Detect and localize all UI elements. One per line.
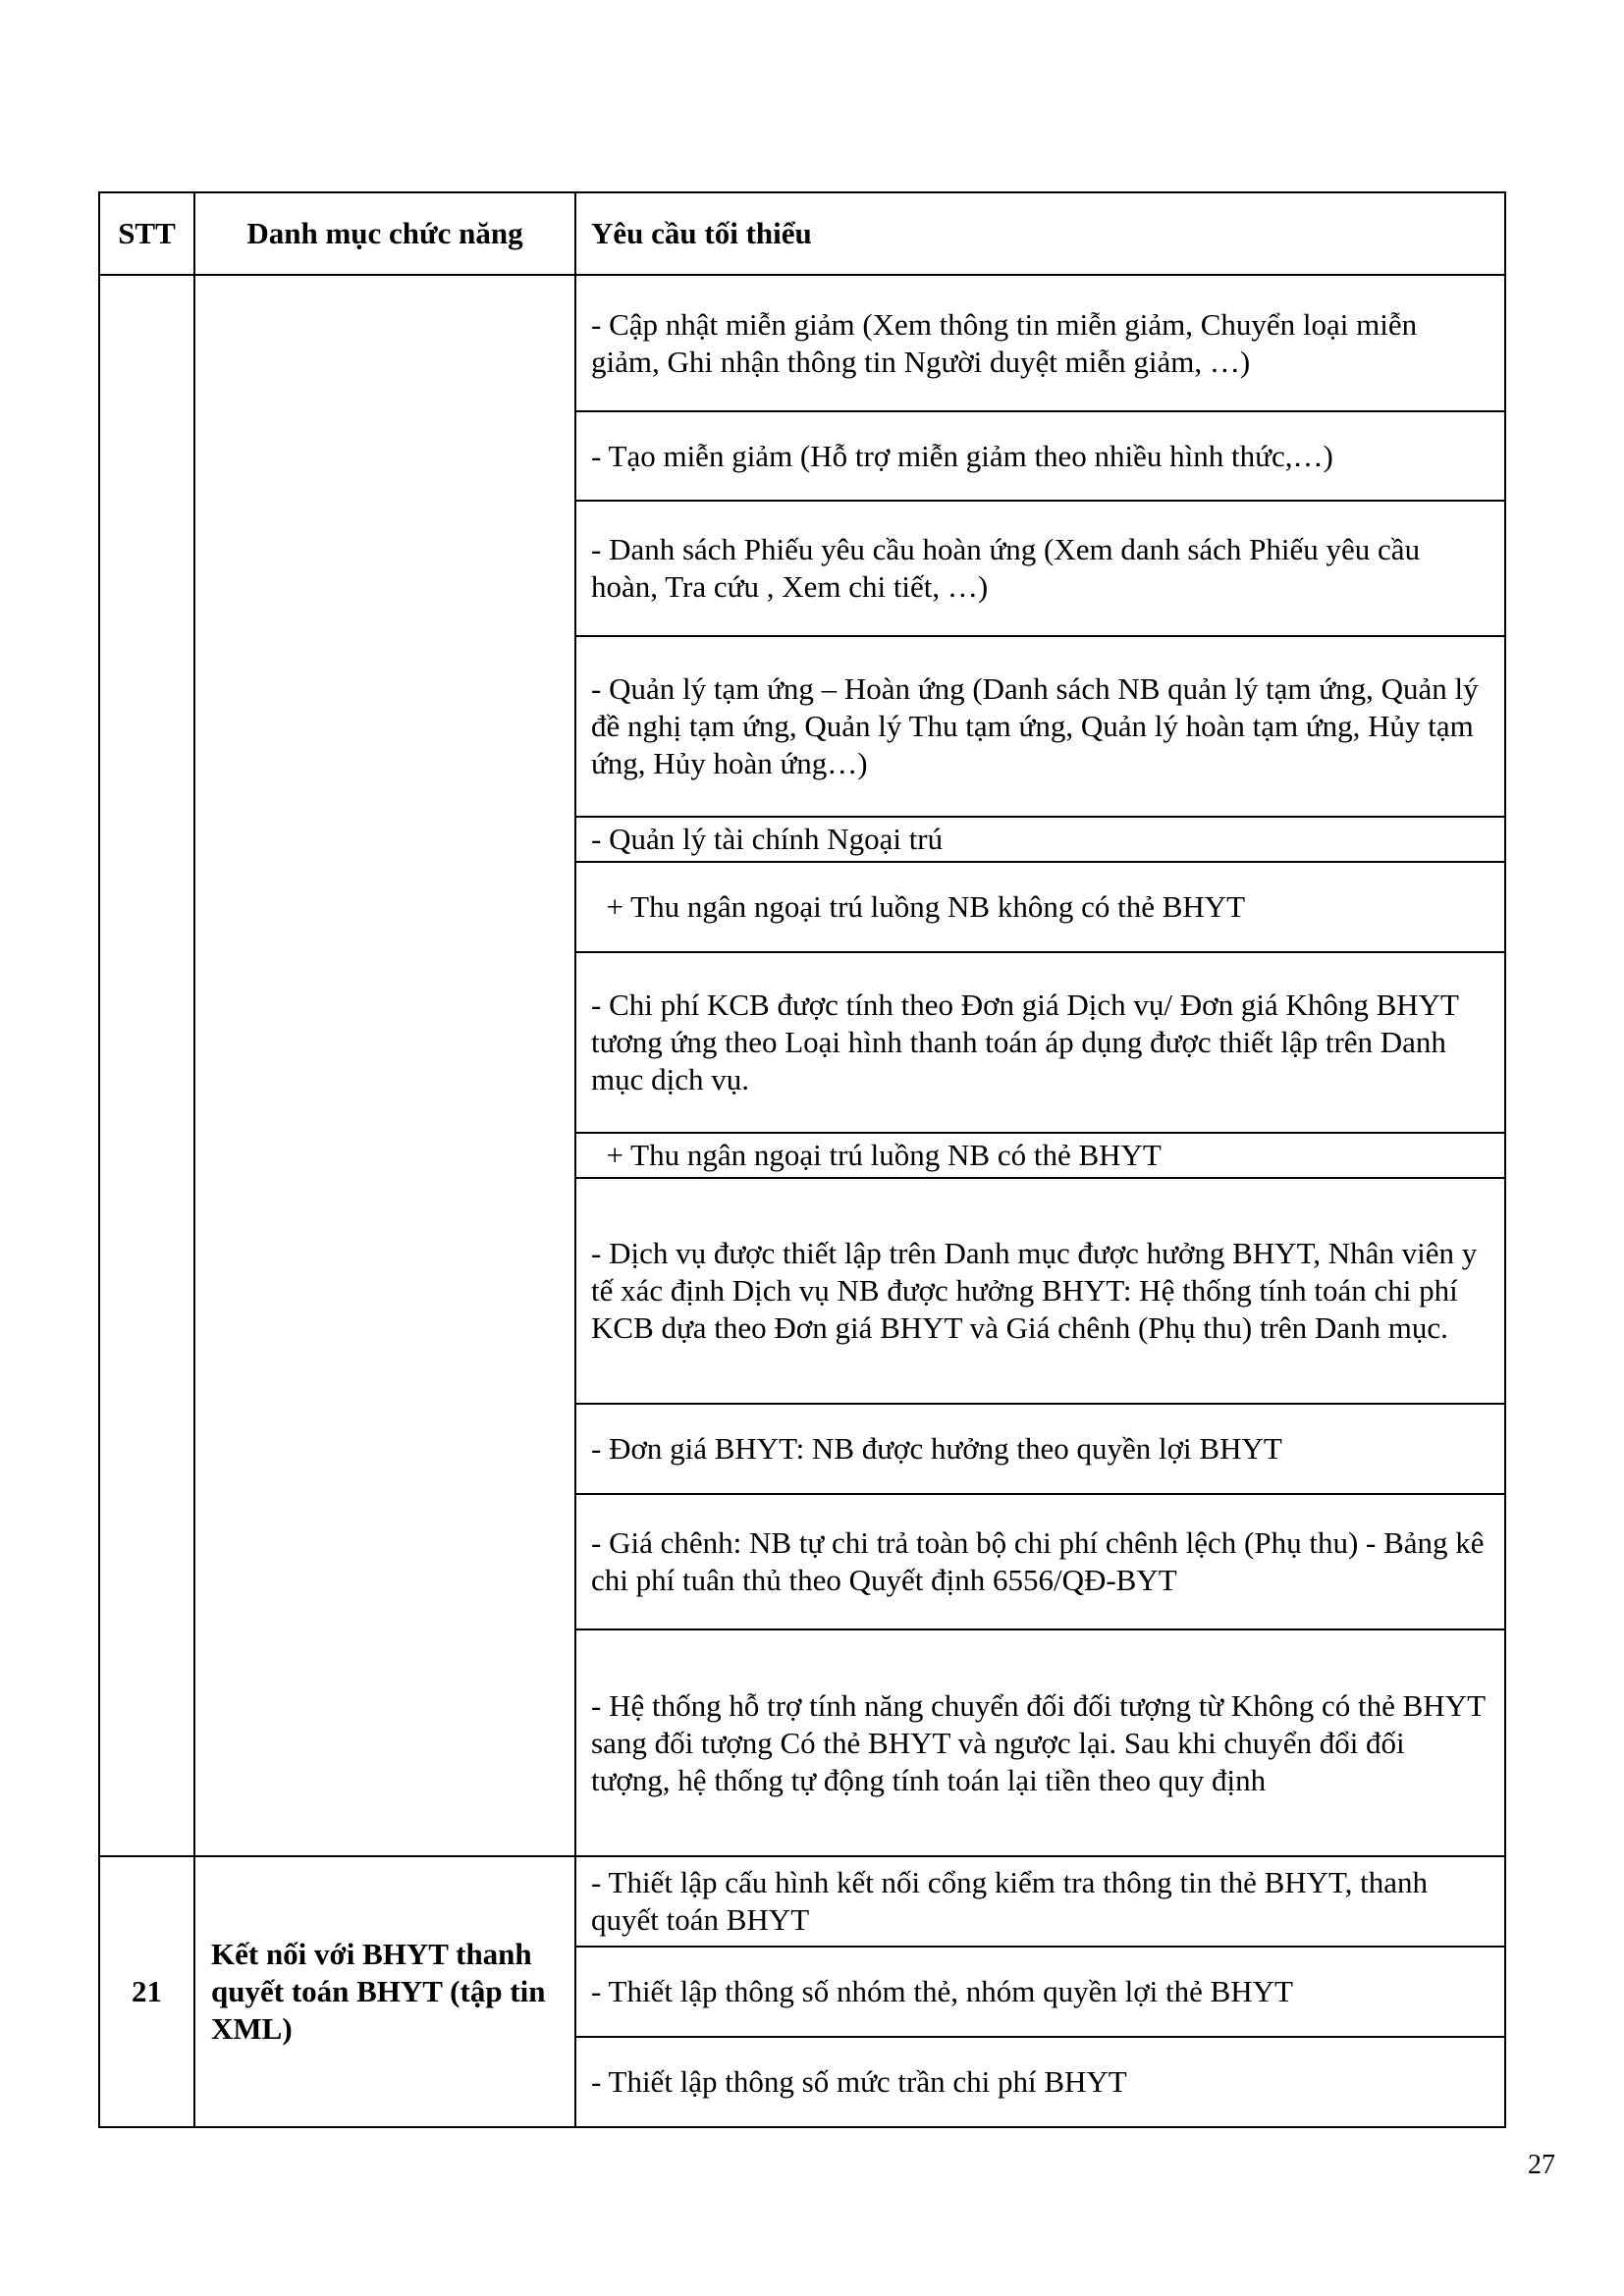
header-stt: STT (99, 192, 194, 275)
header-requirement: Yêu cầu tối thiểu (575, 192, 1505, 275)
requirement-cell: - Thiết lập thông số nhóm thẻ, nhóm quyền lợi thẻ BHYT (575, 1947, 1505, 2037)
requirement-cell: - Giá chênh: NB tự chi trả toàn bộ chi phí chênh lệch (Phụ thu) - Bảng kê chi phí tuân thủ theo Quyết định 6556/QĐ-BYT (575, 1494, 1505, 1629)
stt-cell: 21 (99, 1856, 194, 2127)
requirement-cell: - Tạo miễn giảm (Hỗ trợ miễn giảm theo nhiều hình thức,…) (575, 411, 1505, 501)
requirement-cell: - Đơn giá BHYT: NB được hưởng theo quyền lợi BHYT (575, 1404, 1505, 1494)
table-row (99, 1856, 1505, 1947)
page-number: 27 (1528, 2150, 1555, 2180)
requirement-cell: - Quản lý tài chính Ngoại trú (575, 817, 1505, 862)
requirement-cell: - Thiết lập cấu hình kết nối cổng kiểm tra thông tin thẻ BHYT, thanh quyết toán BHYT (575, 1856, 1505, 1947)
requirement-cell: - Cập nhật miễn giảm (Xem thông tin miễn giảm, Chuyển loại miễn giảm, Ghi nhận thông tin Người duyệt miễn giảm, …) (575, 275, 1505, 411)
requirement-cell: - Chi phí KCB được tính theo Đơn giá Dịch vụ/ Đơn giá Không BHYT tương ứng theo Loại hình thanh toán áp dụng được thiết lập trên Danh mục dịch vụ. (575, 952, 1505, 1133)
requirement-cell: - Dịch vụ được thiết lập trên Danh mục được hưởng BHYT, Nhân viên y tế xác định Dịch vụ NB được hưởng BHYT: Hệ thống tính toán chi phí KCB dựa theo Đơn giá BHYT và Giá chênh (Phụ thu) trên Danh mục. (575, 1178, 1505, 1404)
requirement-cell: - Hệ thống hỗ trợ tính năng chuyển đối đối tượng từ Không có thẻ BHYT sang đối tượng Có thẻ BHYT và ngược lại. Sau khi chuyển đổi đối tượng, hệ thống tự động tính toán lại tiền theo quy định (575, 1629, 1505, 1856)
requirement-cell: - Quản lý tạm ứng – Hoàn ứng (Danh sách NB quản lý tạm ứng, Quản lý đề nghị tạm ứng, Quản lý Thu tạm ứng, Quản lý hoàn tạm ứng, Hủy tạm ứng, Hủy hoàn ứng…) (575, 636, 1505, 817)
requirement-cell: - Thiết lập thông số mức trần chi phí BHYT (575, 2037, 1505, 2127)
function-cell-empty (194, 275, 575, 1856)
header-function: Danh mục chức năng (194, 192, 575, 275)
function-cell: Kết nối với BHYT thanh quyết toán BHYT (tập tin XML) (194, 1856, 575, 2127)
stt-cell-empty (99, 275, 194, 1856)
requirements-table (98, 191, 1506, 2128)
requirement-cell: + Thu ngân ngoại trú luồng NB không có thẻ BHYT (575, 862, 1505, 952)
requirement-cell: - Danh sách Phiếu yêu cầu hoàn ứng (Xem danh sách Phiếu yêu cầu hoàn, Tra cứu , Xem chi tiết, …) (575, 501, 1505, 636)
header-row (99, 192, 1505, 275)
requirement-cell: + Thu ngân ngoại trú luồng NB có thẻ BHYT (575, 1133, 1505, 1178)
table-row (99, 275, 1505, 411)
